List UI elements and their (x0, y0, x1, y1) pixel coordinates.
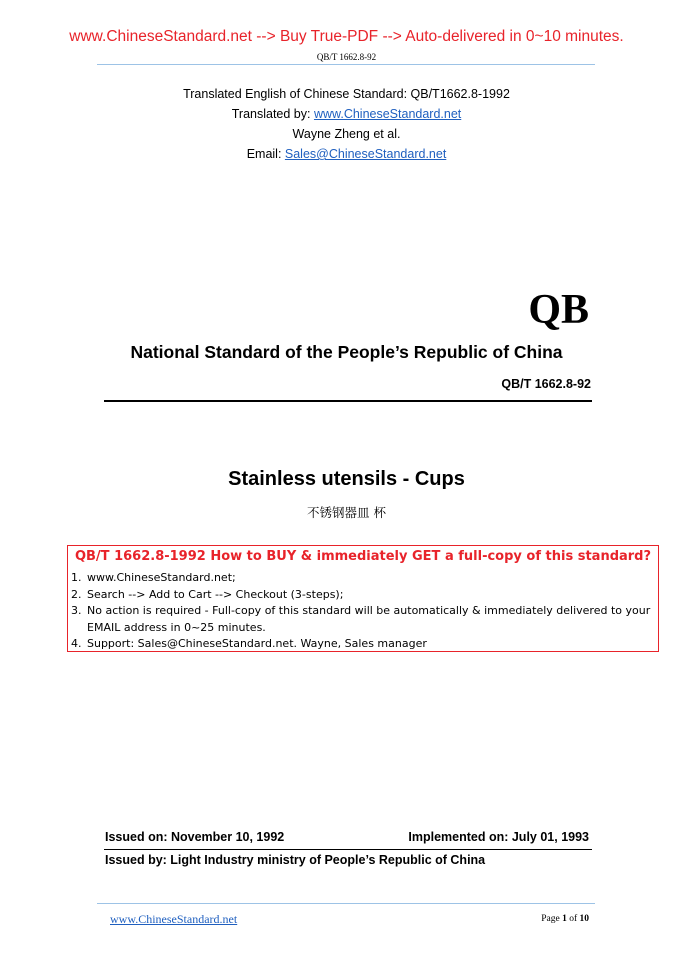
header-standard-code: QB/T 1662.8-92 (316, 52, 377, 62)
qb-logo: QB (528, 287, 589, 333)
footer-divider-bold (104, 849, 592, 850)
step-number: 2. (71, 587, 82, 601)
page-of-label: of (566, 914, 580, 924)
issued-on-date: Issued on: November 10, 1992 (105, 830, 285, 844)
page-number (541, 914, 589, 924)
translator-name: Wayne Zheng et al. (292, 127, 401, 141)
step-text: No action is required - Full-copy of this standard will be automatically & immediately delivered to your EMAIL address in 0~25 minutes. (87, 604, 651, 634)
implemented-on-date: Implemented on: July 01, 1993 (408, 830, 589, 844)
footer-site-link[interactable]: www.ChineseStandard.net (110, 912, 238, 926)
step-text: Support: Sales@ChineseStandard.net. Wayne, Sales manager (87, 637, 427, 650)
page-current: 1 (562, 914, 567, 924)
purchase-info-box (67, 545, 659, 652)
step-number: 1. (71, 571, 82, 584)
standard-code: QB/T 1662.8-92 (501, 377, 591, 391)
purchase-steps-list (71, 570, 658, 653)
step-text: Search --> Add to Cart --> Checkout (3-steps); (87, 587, 344, 601)
title-divider (104, 400, 592, 402)
purchase-step (71, 636, 658, 653)
translator-site-link[interactable]: www.ChineseStandard.net (313, 107, 462, 121)
document-title-chinese: 不锈钢器皿 杯 (307, 505, 386, 520)
purchase-box-title: QB/T 1662.8-1992 How to BUY & immediately GET a full-copy of this standard? (74, 549, 652, 564)
translated-by-line (0, 104, 693, 124)
purchase-step (71, 570, 658, 587)
page-total: 10 (579, 914, 589, 924)
promo-banner[interactable]: www.ChineseStandard.net --> Buy True-PDF --> Auto-delivered in 0~10 minutes. (69, 28, 624, 45)
national-standard-title: National Standard of the People’s Republic of China (130, 342, 563, 362)
step-text[interactable]: www.ChineseStandard.net; (87, 571, 236, 584)
translation-info (0, 84, 693, 164)
translation-source-line: Translated English of Chinese Standard: QB/T1662.8-1992 (183, 87, 510, 101)
purchase-step (71, 587, 658, 604)
email-label: Email: (246, 147, 285, 161)
purchase-step (71, 603, 658, 636)
step-number: 3. (71, 604, 82, 617)
header-divider (97, 64, 595, 65)
issuing-authority: Issued by: Light Industry ministry of People’s Republic of China (105, 853, 486, 867)
document-title: Stainless utensils - Cups (228, 468, 465, 490)
page-label: Page (541, 914, 563, 924)
translated-by-label: Translated by: (231, 107, 314, 121)
footer-divider (97, 903, 595, 904)
email-link[interactable]: Sales@ChineseStandard.net (284, 147, 447, 161)
email-line (0, 144, 693, 164)
step-number: 4. (71, 637, 82, 650)
